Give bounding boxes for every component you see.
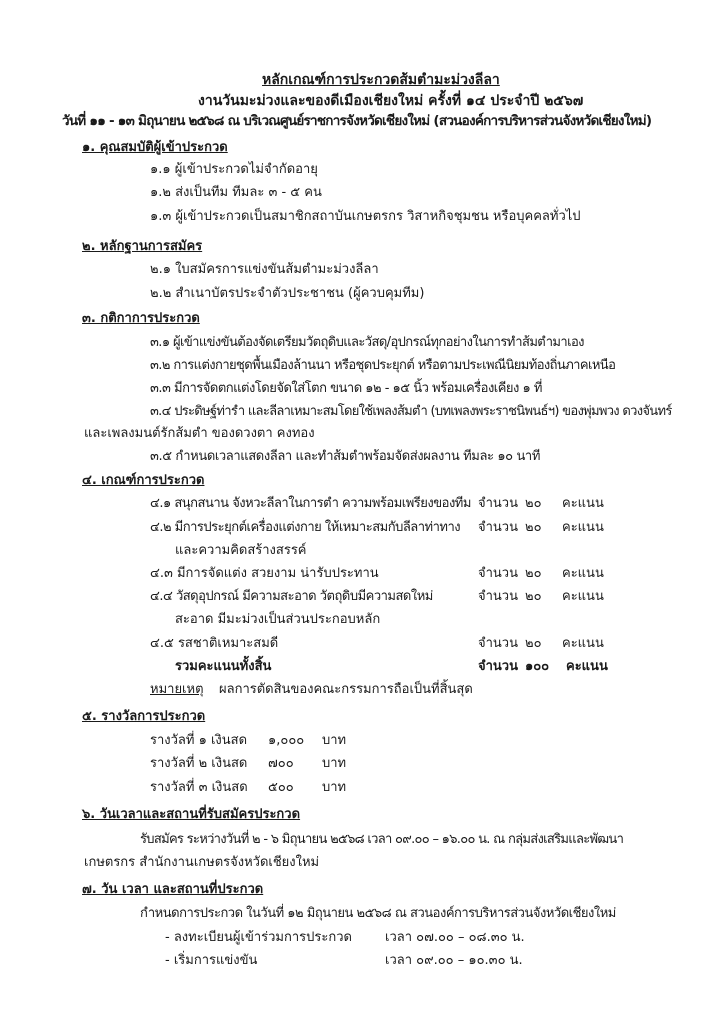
criterion-unit: คะแนน [562,589,604,604]
registration-text: รับสมัคร ระหว่างวันที่ ๒ - ๖ มิถุนายน ๒๕๖๘ เวลา ๐๙.๐๐ – ๑๖.๐๐ น. ณ กลุ่มส่งเสริมและพัฒนา [140,832,624,847]
criterion-unit: คะแนน [562,496,604,511]
criterion-text: ๔.๒ มีการประยุกต์เครื่องแต่งกาย ให้เหมาะสมกับลีลาท่าทาง [150,520,461,535]
note-text: ผลการตัดสินของคณะกรรมการถือเป็นที่สิ้นสุด [219,682,473,697]
document-dateline: วันที่ ๑๑ - ๑๓ มิถุนายน ๒๕๖๘ ณ บริเวณศูนย์ราชการจังหวัดเชียงใหม่ (สวนองค์การบริหารส่วนจังหวัดเชียงใหม่) [62,113,652,129]
schedule-time: เวลา ๐๗.๐๐ – ๐๘.๓๐ น. [385,930,525,945]
section-5-heading: ๕. รางวัลการประกวด [82,709,206,724]
criterion-label: จำนวน [478,496,518,511]
prize-unit: บาท [322,733,347,748]
list-item: ๓.๑ ผู้เข้าแข่งขันต้องจัดเตรียมวัตถุดิบและวัสดุ/อุปกรณ์ทุกอย่างในการทำส้มตำมาเอง [150,335,584,350]
document-subtitle: งานวันมะม่วงและของดีเมืองเชียงใหม่ ครั้งที่ ๑๔ ประจำปี ๒๕๖๗ [198,93,584,109]
note-label: หมายเหตุ [150,682,204,697]
list-item-continuation: และเพลงมนต์รักส้มตำ ของดวงตา คงทอง [84,426,315,441]
prize-name: รางวัลที่ ๒ เงินสด [150,756,248,771]
list-item: ๑.๒ ส่งเป็นทีม ทีมละ ๓ - ๕ คน [150,185,322,200]
criterion-label: จำนวน [478,589,518,604]
criterion-text: ๔.๕ รสชาติเหมาะสมดี [150,636,279,651]
section-7-heading: ๗. วัน เวลา และสถานที่ประกวด [82,882,264,897]
prize-unit: บาท [322,780,347,795]
prize-amount: ๗๐๐ [268,756,294,771]
criterion-text-continuation: และความคิดสร้างสรรค์ [175,543,307,558]
list-item: ๑.๓ ผู้เข้าประกวดเป็นสมาชิกสถาบันเกษตรกร วิสาหกิจชุมชน หรือบุคคลทั่วไป [150,209,581,224]
criterion-text: ๔.๑ สนุกสนาน จังหวะลีลาในการตำ ความพร้อมเพรียงของทีม [150,496,471,511]
section-3-heading: ๓. กติกาการประกวด [82,311,200,326]
criterion-label: จำนวน [478,520,518,535]
total-score-value: ๑๐๐ [525,659,550,674]
criterion-unit: คะแนน [562,636,604,651]
schedule-task: - ลงทะเบียนผู้เข้าร่วมการประกวด [165,930,352,945]
criterion-unit: คะแนน [562,566,604,581]
list-item: ๓.๓ มีการจัดตกแต่งโดยจัดใส่โตก ขนาด ๑๒ - ๑๕ นิ้ว พร้อมเครื่องเคียง ๑ ที่ [150,381,542,396]
list-item: ๓.๕ กำหนดเวลาแสดงลีลา และทำส้มตำพร้อมจัดส่งผลงาน ทีมละ ๑๐ นาที [150,449,540,464]
list-item: ๓.๔ ประดิษฐ์ท่ารำ และลีลาเหมาะสมโดยใช้เพลงส้มตำ (บทเพลงพระราชนิพนธ์ฯ) ของพุ่มพวง ดวงจันทร์ [150,404,672,419]
criterion-text-continuation: สะอาด มีมะม่วงเป็นส่วนประกอบหลัก [175,612,381,627]
prize-name: รางวัลที่ ๑ เงินสด [150,733,248,748]
list-item: ๒.๒ สำเนาบัตรประจำตัวประชาชน (ผู้ควบคุมทีม) [150,286,425,301]
total-score-count-label: จำนวน [478,659,518,674]
section-6-heading: ๖. วันเวลาและสถานที่รับสมัครประกวด [82,807,301,822]
criterion-score: ๒๐ [525,566,542,581]
section-1-heading: ๑. คุณสมบัติผู้เข้าประกวด [82,140,228,155]
criterion-text: ๔.๓ มีการจัดแต่ง สวยงาม น่ารับประทาน [150,566,379,581]
prize-name: รางวัลที่ ๓ เงินสด [150,780,248,795]
prize-amount: ๑,๐๐๐ [268,733,305,748]
prize-unit: บาท [322,756,347,771]
criterion-label: จำนวน [478,636,518,651]
criterion-unit: คะแนน [562,520,604,535]
section-2-heading: ๒. หลักฐานการสมัคร [82,239,203,254]
list-item: ๒.๑ ใบสมัครการแข่งขันส้มตำมะม่วงลีลา [150,262,379,277]
contest-schedule-text: กำหนดการประกวด ในวันที่ ๑๒ มิถุนายน ๒๕๖๘ ณ สวนองค์การบริหารส่วนจังหวัดเชียงใหม่ [140,906,616,921]
criterion-score: ๒๐ [525,589,542,604]
schedule-task: - เริ่มการแข่งขัน [165,953,258,968]
registration-text-continuation: เกษตรกร สำนักงานเกษตรจังหวัดเชียงใหม่ [84,855,320,870]
schedule-time: เวลา ๐๙.๐๐ – ๑๐.๓๐ น. [385,953,523,968]
criterion-score: ๒๐ [525,636,542,651]
prize-amount: ๕๐๐ [268,780,294,795]
list-item: ๓.๒ การแต่งกายชุดพื้นเมืองล้านนา หรือชุดประยุกต์ หรือตามประเพณีนิยมท้องถิ่นภาคเหนือ [150,358,616,373]
section-4-heading: ๔. เกณฑ์การประกวด [82,473,205,488]
document-title: หลักเกณฑ์การประกวดส้มตำมะม่วงลีลา [262,72,500,88]
criterion-score: ๒๐ [525,496,542,511]
criterion-score: ๒๐ [525,520,542,535]
criterion-text: ๔.๔ วัสดุอุปกรณ์ มีความสะอาด วัตถุดิบมีความสดใหม่ [150,589,433,604]
total-score-unit: คะแนน [566,659,608,674]
criterion-label: จำนวน [478,566,518,581]
total-score-label: รวมคะแนนทั้งสิ้น [175,659,272,674]
list-item: ๑.๑ ผู้เข้าประกวดไม่จำกัดอายุ [150,162,318,177]
